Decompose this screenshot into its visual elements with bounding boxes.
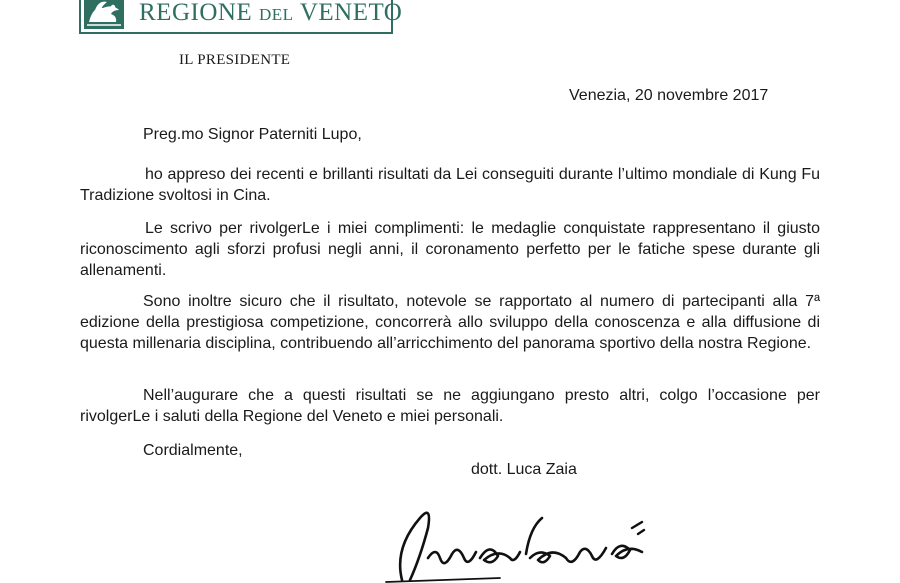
region-name <box>139 0 402 27</box>
region-name-main: REGIONE <box>139 0 253 26</box>
salutation: Preg.mo Signor Paterniti Lupo, <box>143 126 362 143</box>
body-paragraph-2: Le scrivo per rivolgerLe i miei complimenti: le medaglie conquistate rappresentano il giusto riconoscimento agli sforzi profusi negli anni, il coronamento perfetto per le fatiche spese durante gli allenamenti. <box>80 220 820 279</box>
region-name-end: VENETO <box>299 0 403 26</box>
date-line: Venezia, 20 novembre 2017 <box>569 87 769 104</box>
letterhead <box>79 0 403 34</box>
signer-name: dott. Luca Zaia <box>471 461 577 478</box>
region-name-del: DEL <box>258 5 294 24</box>
winged-lion-crest-icon <box>83 0 125 30</box>
body-paragraph-3: Sono inoltre sicuro che il risultato, notevole se rapportato al numero di partecipanti alla 7ª edizione della prestigiosa competizione, concorrerà allo sviluppo della conoscenza e alla diffusione di questa millenaria disciplina, contribuendo all’arricchimento del panorama sportivo della nostra Regione. <box>80 293 820 352</box>
office-title: IL PRESIDENTE <box>179 52 291 68</box>
handwritten-signature <box>380 488 710 583</box>
closing: Cordialmente, <box>143 442 243 459</box>
body-paragraph-1: ho appreso dei recenti e brillanti risultati da Lei conseguiti durante l’ultimo mondiale di Kung Fu Tradizione svoltosi in Cina. <box>80 166 820 204</box>
body-paragraph-4: Nell’augurare che a questi risultati se ne aggiungano presto altri, colgo l’occasione per rivolgerLe i saluti della Regione del Veneto e miei personali. <box>80 387 820 425</box>
